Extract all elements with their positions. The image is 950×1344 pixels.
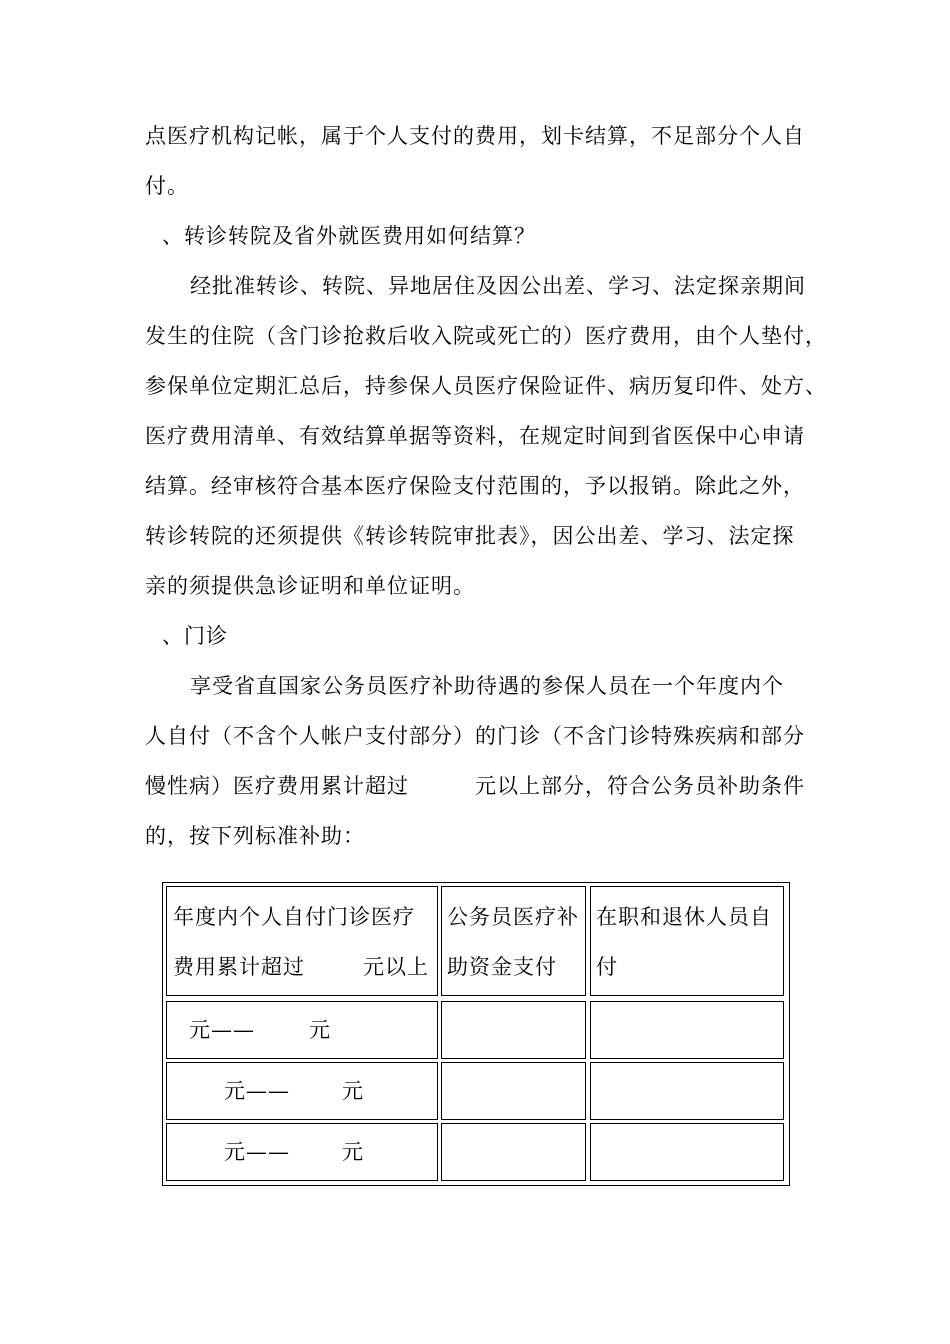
table-row-cell: [441, 1062, 586, 1120]
range-start: 元——: [189, 1018, 255, 1042]
paragraph-line: 慢性病）医疗费用累计超过 元以上部分，符合公务员补助条件: [145, 774, 805, 798]
table-row-cell: [590, 1123, 784, 1181]
header-text: 助资金支付: [447, 955, 557, 979]
table-row-cell: [166, 1123, 438, 1181]
header-text: 公务员医疗补: [447, 905, 579, 929]
table-header-cell: [590, 886, 784, 996]
range-end: 元: [342, 1079, 364, 1103]
table-row-cell: [166, 1062, 438, 1120]
subsidy-table: [162, 882, 790, 1186]
table-row-cell: [590, 1001, 784, 1059]
paragraph-line: 享受省直国家公务员医疗补助待遇的参保人员在一个年度内个: [190, 674, 784, 698]
paragraph-line: 发生的住院（含门诊抢救后收入院或死亡的）医疗费用，由个人垫付，: [145, 324, 827, 348]
header-text: 元以上: [363, 955, 429, 979]
table-header-cell: [441, 886, 586, 996]
table-row-cell: [590, 1062, 784, 1120]
paragraph-line: 人自付（不含个人帐户支付部分）的门诊（不含门诊特殊疾病和部分: [145, 724, 805, 748]
header-text: 在职和退休人员自: [596, 905, 772, 929]
paragraph-line: 医疗费用清单、有效结算单据等资料，在规定时间到省医保中心申请: [145, 424, 805, 448]
range-end: 元: [342, 1140, 364, 1164]
paragraph-line: 付。: [145, 174, 189, 198]
table-row-cell: [441, 1001, 586, 1059]
paragraph-line: 结算。经审核符合基本医疗保险支付范围的，予以报销。除此之外，: [145, 474, 805, 498]
range-end: 元: [309, 1018, 331, 1042]
table-row-cell: [166, 1001, 438, 1059]
table-row-cell: [441, 1123, 586, 1181]
paragraph-line: 的，按下列标准补助：: [145, 824, 365, 848]
header-text: 付: [596, 955, 618, 979]
header-text: 年度内个人自付门诊医疗: [173, 905, 415, 929]
header-text: 费用累计超过: [173, 955, 305, 979]
table-header-cell: [166, 886, 438, 996]
section-heading: 、转诊转院及省外就医费用如何结算？: [162, 224, 536, 248]
paragraph-line: 点医疗机构记帐，属于个人支付的费用，划卡结算，不足部分个人自: [145, 124, 805, 148]
paragraph-line: 转诊转院的还须提供《转诊转院审批表》，因公出差、学习、法定探: [145, 524, 795, 548]
range-start: 元——: [224, 1140, 290, 1164]
paragraph-line: 经批准转诊、转院、异地居住及因公出差、学习、法定探亲期间: [190, 274, 806, 298]
section-heading: 、门诊: [162, 624, 228, 648]
paragraph-line: 参保单位定期汇总后，持参保人员医疗保险证件、病历复印件、处方、: [145, 374, 827, 398]
range-start: 元——: [224, 1079, 290, 1103]
paragraph-line: 亲的须提供急诊证明和单位证明。: [145, 574, 475, 598]
